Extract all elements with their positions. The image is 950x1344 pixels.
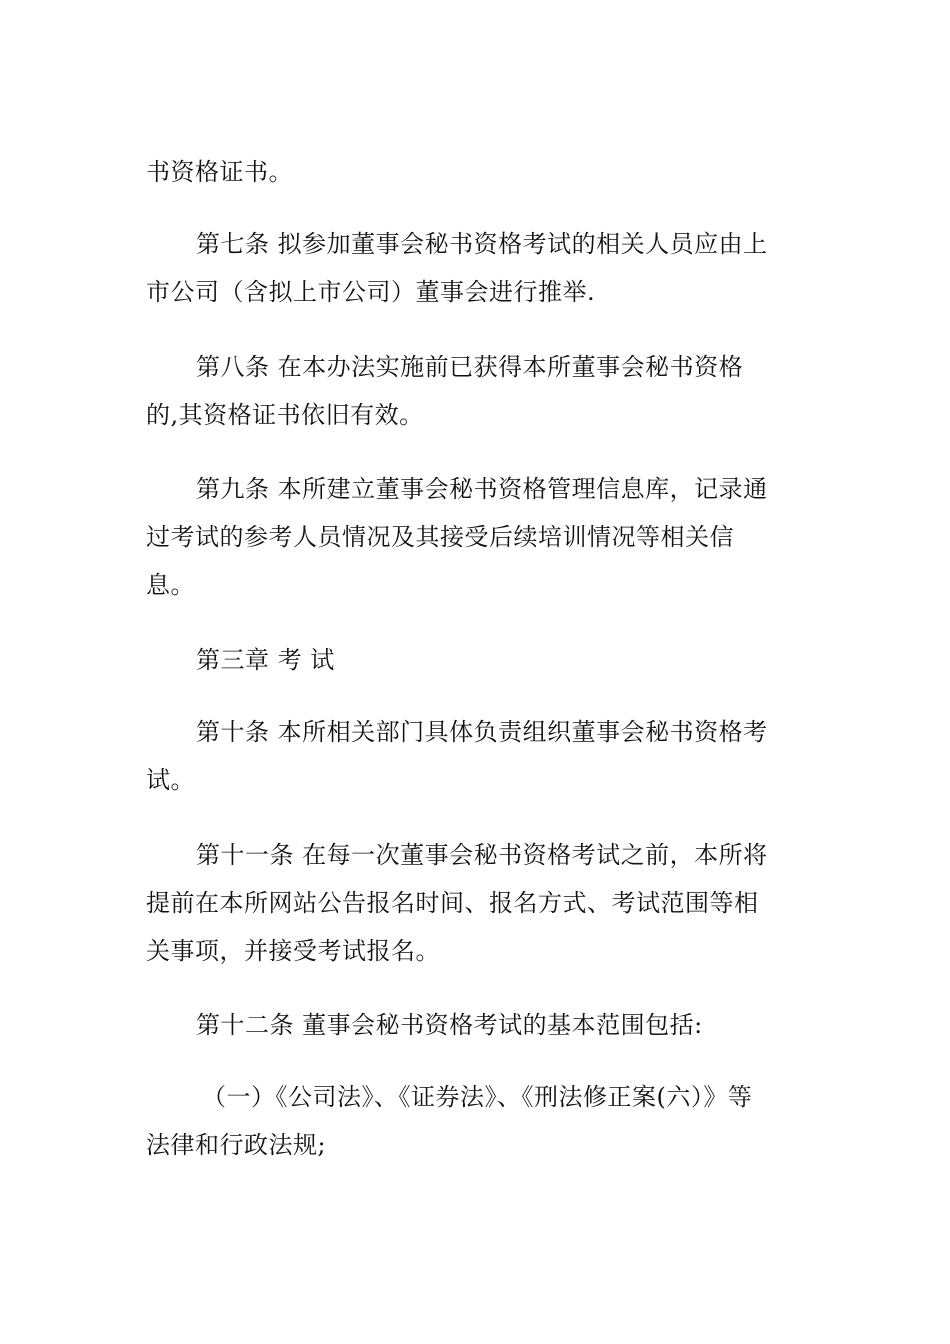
paragraph-article-9: 第九条 本所建立董事会秘书资格管理信息库，记录通过考试的参考人员情况及其接受后续培训情况等相关信息。 bbox=[146, 475, 768, 599]
chapter-heading: 第三章 考 试 bbox=[196, 646, 335, 674]
paragraph-article-7: 第七条 拟参加董事会秘书资格考试的相关人员应由上市公司（含拟上市公司）董事会进行推举. bbox=[146, 230, 768, 306]
paragraph-article-11: 第十一条 在每一次董事会秘书资格考试之前，本所将提前在本所网站公告报名时间、报名方式、考试范围等相关事项，并接受考试报名。 bbox=[146, 841, 768, 965]
paragraph-article-8: 第八条 在本办法实施前已获得本所董事会秘书资格的,其资格证书依旧有效。 bbox=[146, 353, 744, 429]
paragraph-continuation: 书资格证书。 bbox=[146, 158, 293, 186]
list-item-1: （一）《公司法》、《证券法》、《刑法修正案(六）》等法律和行政法规; bbox=[146, 1083, 753, 1159]
paragraph-article-12: 第十二条 董事会秘书资格考试的基本范围包括: bbox=[196, 1011, 703, 1039]
paragraph-article-10: 第十条 本所相关部门具体负责组织董事会秘书资格考试。 bbox=[146, 718, 768, 794]
